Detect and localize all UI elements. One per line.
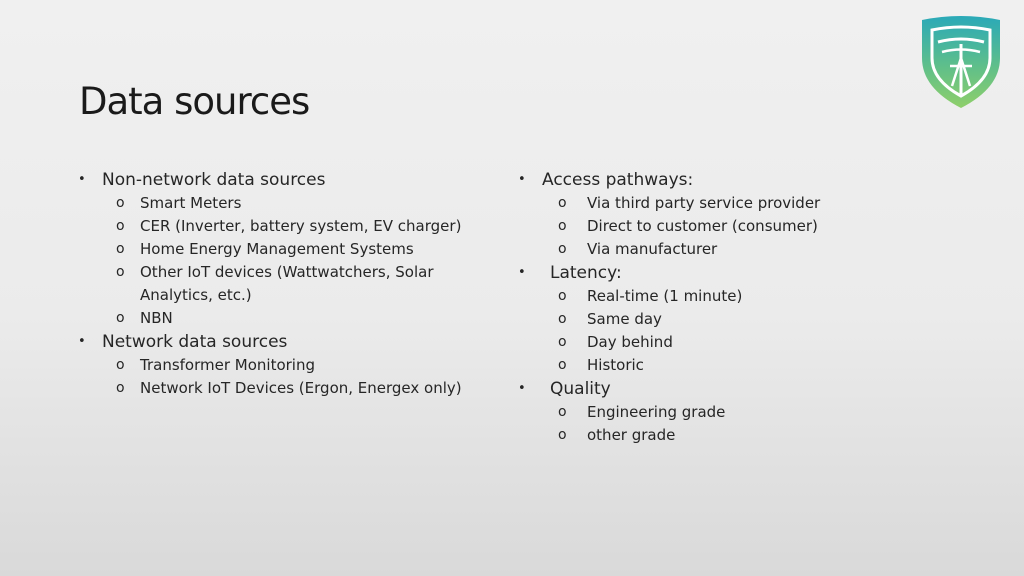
list-subitem-label: NBN [140, 309, 173, 327]
bullet-marker: • [78, 334, 86, 349]
list-subitem [516, 424, 936, 447]
list-subitem-label: Engineering grade [587, 403, 726, 421]
list-subitem [516, 401, 936, 424]
sub-marker: o [116, 241, 125, 257]
shield-pylon-icon [916, 14, 1006, 110]
list-subitem-label: Other IoT devices (Wattwatchers, Solar Analytics, etc.) [140, 263, 434, 304]
list-subitem [76, 238, 496, 261]
bullet-marker: • [518, 265, 526, 280]
list-item [516, 377, 936, 401]
list-subitem [76, 261, 470, 307]
list-subitem [76, 377, 496, 400]
list-subitem-label: Historic [587, 356, 644, 374]
list-subitem [516, 192, 936, 215]
list-subitem [76, 192, 496, 215]
bullet-marker: • [78, 172, 86, 187]
list-subitem-label: Via third party service provider [587, 194, 821, 212]
page-title: Data sources [79, 80, 310, 123]
bullet-marker: • [518, 381, 526, 396]
list-subitem-label: Via manufacturer [587, 240, 718, 258]
list-subitem [76, 215, 496, 238]
list-subitem-label: Transformer Monitoring [140, 356, 315, 374]
sub-marker: o [558, 241, 567, 257]
sub-marker: o [558, 404, 567, 420]
list-subitem-label: Direct to customer (consumer) [587, 217, 818, 235]
list-subitem [76, 354, 496, 377]
list-subitem-label: Network IoT Devices (Ergon, Energex only) [140, 379, 462, 397]
sub-marker: o [558, 334, 567, 350]
list-subitem-label: Same day [587, 310, 662, 328]
list-item [516, 261, 936, 285]
list-subitem [516, 308, 936, 331]
list-item [76, 330, 496, 354]
list-subitem-label: Smart Meters [140, 194, 242, 212]
list-subitem [516, 331, 936, 354]
list-item-label: Network data sources [102, 332, 288, 352]
sub-marker: o [116, 218, 125, 234]
list-item-label: Non-network data sources [102, 170, 326, 190]
sub-marker: o [116, 357, 125, 373]
list-subitem [516, 285, 936, 308]
list-subitem [76, 307, 496, 330]
bullet-marker: • [518, 172, 526, 187]
sub-marker: o [558, 357, 567, 373]
list-item [76, 168, 496, 192]
list-subitem-label: Day behind [587, 333, 673, 351]
list-subitem-label: other grade [587, 426, 676, 444]
sub-marker: o [558, 427, 567, 443]
right-column [516, 168, 936, 447]
sub-marker: o [558, 195, 567, 211]
left-column [76, 168, 496, 400]
list-subitem [516, 215, 936, 238]
sub-marker: o [116, 195, 125, 211]
sub-marker: o [116, 310, 125, 326]
sub-marker: o [558, 218, 567, 234]
sub-marker: o [116, 380, 125, 396]
list-item-label: Latency: [550, 263, 622, 283]
sub-marker: o [558, 288, 567, 304]
list-item-label: Access pathways: [542, 170, 694, 190]
sub-marker: o [558, 311, 567, 327]
list-subitem [516, 238, 936, 261]
list-item-label: Quality [550, 379, 611, 399]
list-subitem [516, 354, 936, 377]
list-subitem-label: Home Energy Management Systems [140, 240, 414, 258]
list-subitem-label: Real-time (1 minute) [587, 287, 743, 305]
list-subitem-label: CER (Inverter, battery system, EV charger) [140, 217, 462, 235]
list-item [516, 168, 936, 192]
sub-marker: o [116, 264, 125, 280]
